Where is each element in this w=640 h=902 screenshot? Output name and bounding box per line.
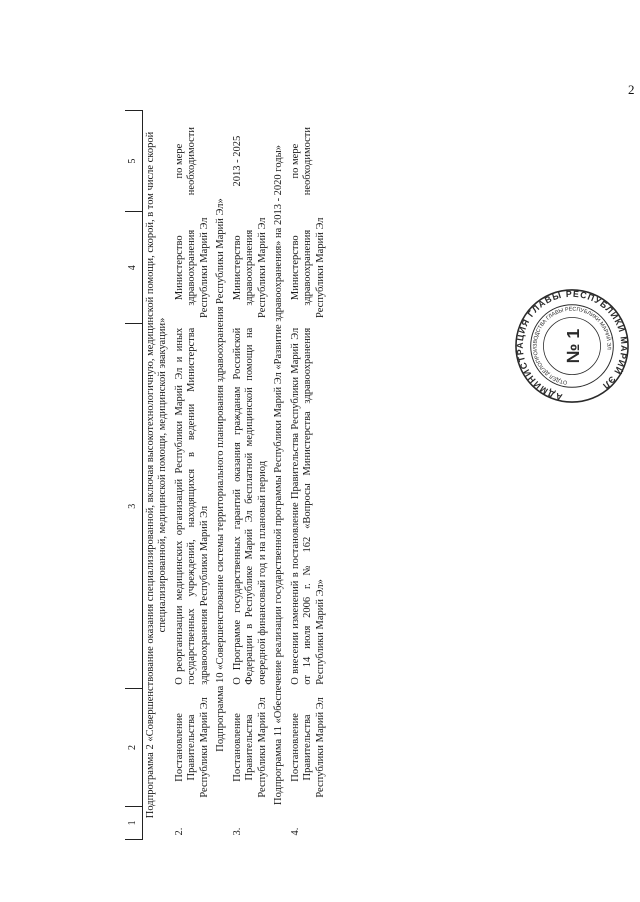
document-title: О внесении изменений в постановление Правительства Республики Марий Эл от 14 июля 2006 г. № 162 «Вопросы Министерства здравоохранения Республики Марий Эл» [289,327,326,685]
column-number-row [125,111,142,840]
column-number: 4 [125,212,142,324]
responsible-body: Министерство здравоохранения Республики Марий Эл [173,217,210,318]
row-number: 4. [289,827,301,836]
deadline: по мере необходимости [173,127,197,196]
stamp-number: № 1 [562,328,583,364]
section-header [271,111,288,840]
column-number: 1 [125,806,142,839]
responsible-body: Министерство здравоохранения Республики Марий Эл [231,217,268,318]
official-stamp-icon [513,287,631,405]
measures-table [125,110,329,840]
rotated-page [113,90,638,860]
section-title: Подпрограмма 11 «Обеспечение реализации государственной программы Республики Марий Эл «Развитие здравоохранения» на 2013 - 2020 годы» [273,145,284,805]
stamp-inner-text: ОТДЕЛ ДЕЛОПРОИЗВОДСТВА ГЛАВЫ РЕСПУБЛИКИ МАРИЙ ЭЛ [532,306,612,386]
document-title: О Программе государственных гарантий оказания гражданам Российской Федерации в Республике Марий Эл бесплатной медицинской помощи на очередной финансовый год и на плановый период [231,327,268,685]
document-type: Постановление Правительства Республики Марий Эл [231,697,268,798]
column-number: 3 [125,324,142,689]
stamp-outer-text: АДМИНИСТРАЦИЯ ГЛАВЫ РЕСПУБЛИКИ МАРИЙ ЭЛ [514,288,630,403]
row-number: 2. [173,827,185,836]
table-row [172,111,214,840]
column-number: 2 [125,689,142,806]
section-title: Подпрограмма 10 «Совершенствование системы территориального планирования здравоохранения Республики Марий Эл» [215,198,226,752]
column-number: 5 [125,111,142,212]
table-row [230,111,272,840]
section-title: Подпрограмма 2 «Совершенствование оказания специализированной, включая высокотехнологичную, медицинской помощи, скорой, в том числе скорой специализированной, медицинской помощи, медицинской эвакуации» [144,131,168,819]
landscape-sheet [113,90,638,860]
section-header [213,111,230,840]
deadline: по мере необходимости [289,127,313,196]
page-number: 2 [628,82,635,97]
document-type: Постановление Правительства Республики Марий Эл [173,697,210,798]
deadline: 2013 - 2025 [231,135,243,187]
row-number: 3. [231,827,243,836]
responsible-body: Министерство здравоохранения Республики Марий Эл [289,217,326,318]
document-type: Постановление Правительства Республики Марий Эл [289,697,326,798]
section-header [142,111,172,840]
table-row [288,111,330,840]
document-title: О реорганизации медицинских организаций Республики Марий Эл и иных государственных учреждений, находящихся в ведении Министерства здравоохранения Республики Марий Эл [173,327,210,685]
